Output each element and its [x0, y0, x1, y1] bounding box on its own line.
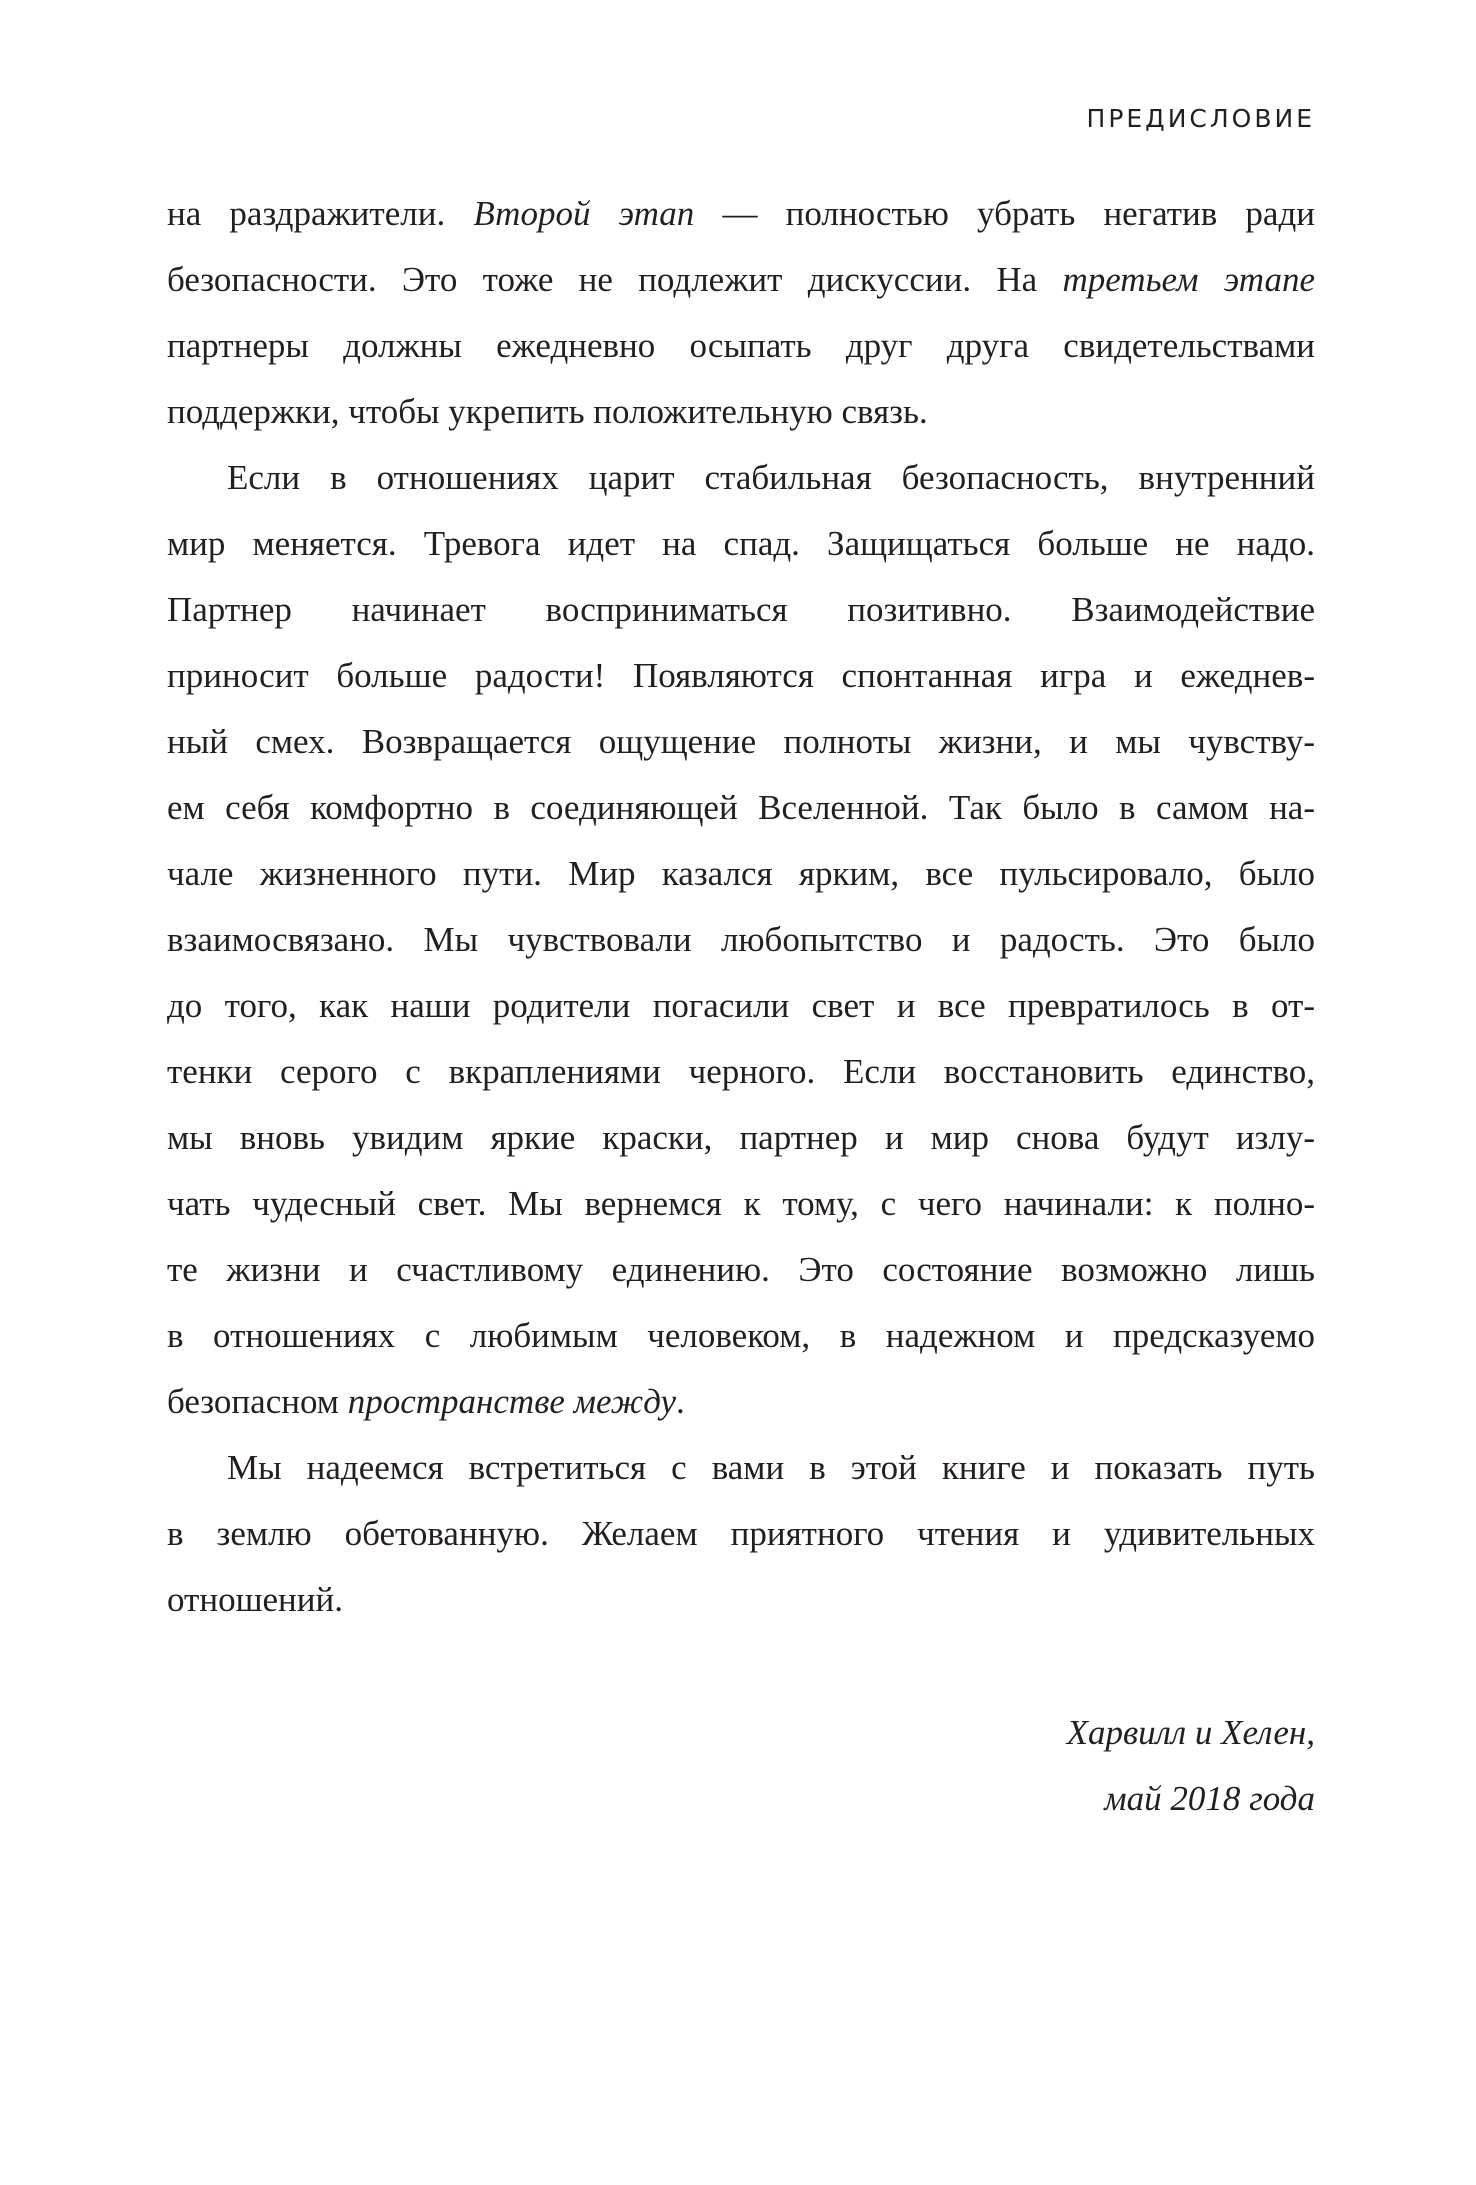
text-segment: . [676, 1382, 685, 1421]
text-line [167, 511, 1315, 577]
text-segment: мир меняется. Тревога идет на спад. Защищаться больше не надо. [167, 524, 1315, 563]
text-segment: те жизни и счастливому единению. Это состояние возможно лишь [167, 1250, 1315, 1289]
text-line [167, 1435, 1315, 1501]
text-segment: отношений. [167, 1580, 343, 1619]
text-segment: чале жизненного пути. Мир казался ярким, все пульсировало, было [167, 854, 1315, 893]
text-line [167, 841, 1315, 907]
text-segment: ем себя комфортно в соединяющей Вселенной. Так было в самом на- [167, 788, 1315, 827]
text-line [167, 907, 1315, 973]
signature-date: май 2018 года [1104, 1779, 1315, 1818]
text-segment: чать чудесный свет. Мы вернемся к тому, с чего начинали: к полно- [167, 1184, 1315, 1223]
text-line [167, 1105, 1315, 1171]
text-segment: приносит больше радости! Появляются спонтанная игра и ежеднев- [167, 656, 1315, 695]
text-segment: Мы надеемся встретиться с вами в этой книге и показать путь [227, 1448, 1315, 1487]
text-segment: до того, как наши родители погасили свет и все превратилось в от- [167, 986, 1315, 1025]
signature-names: Харвилл и Хелен, [1066, 1713, 1315, 1752]
text-segment: поддержки, чтобы укрепить положительную связь. [167, 392, 928, 431]
text-segment: партнеры должны ежедневно осыпать друг друга свидетельствами [167, 326, 1315, 365]
italic-text: третьем этапе [1062, 260, 1315, 299]
signature [1067, 1700, 1315, 1832]
text-segment: мы вновь увидим яркие краски, партнер и мир снова будут излу- [167, 1118, 1315, 1157]
text-line [167, 1369, 1315, 1435]
text-line [167, 1303, 1315, 1369]
text-segment: тенки серого с вкраплениями черного. Если восстановить единство, [167, 1052, 1315, 1091]
text-line [167, 1237, 1315, 1303]
text-line [167, 445, 1315, 511]
text-line [167, 643, 1315, 709]
text-segment: безопасном [167, 1382, 348, 1421]
text-line [167, 181, 1315, 247]
italic-text: Второй этап [473, 194, 695, 233]
text-segment: взаимосвязано. Мы чувствовали любопытство и радость. Это было [167, 920, 1315, 959]
text-segment: в отношениях с любимым человеком, в надежном и предсказуемо [167, 1316, 1315, 1355]
text-line [167, 775, 1315, 841]
running-head: ПРЕДИСЛОВИЕ [1086, 104, 1315, 133]
text-segment: ный смех. Возвращается ощущение полноты жизни, и мы чувству- [167, 722, 1315, 761]
text-segment: Если в отношениях царит стабильная безопасность, внутренний [227, 458, 1315, 497]
text-segment: — полностью убрать негатив ради [694, 194, 1315, 233]
text-line [167, 379, 1315, 445]
italic-text: пространстве между [347, 1382, 676, 1421]
text-line [167, 247, 1315, 313]
text-segment: в землю обетованную. Желаем приятного чтения и удивительных [167, 1514, 1315, 1553]
text-line [167, 313, 1315, 379]
text-line [167, 577, 1315, 643]
text-line [167, 1039, 1315, 1105]
text-segment: безопасности. Это тоже не подлежит дискуссии. На [167, 260, 1063, 299]
text-line [167, 1501, 1315, 1567]
text-line [167, 1567, 1315, 1633]
text-segment: на раздражители. [167, 194, 474, 233]
text-line [167, 973, 1315, 1039]
text-segment: Партнер начинает восприниматься позитивно. Взаимодействие [167, 590, 1315, 629]
text-line [167, 709, 1315, 775]
body-text [167, 181, 1315, 1633]
text-line [167, 1171, 1315, 1237]
